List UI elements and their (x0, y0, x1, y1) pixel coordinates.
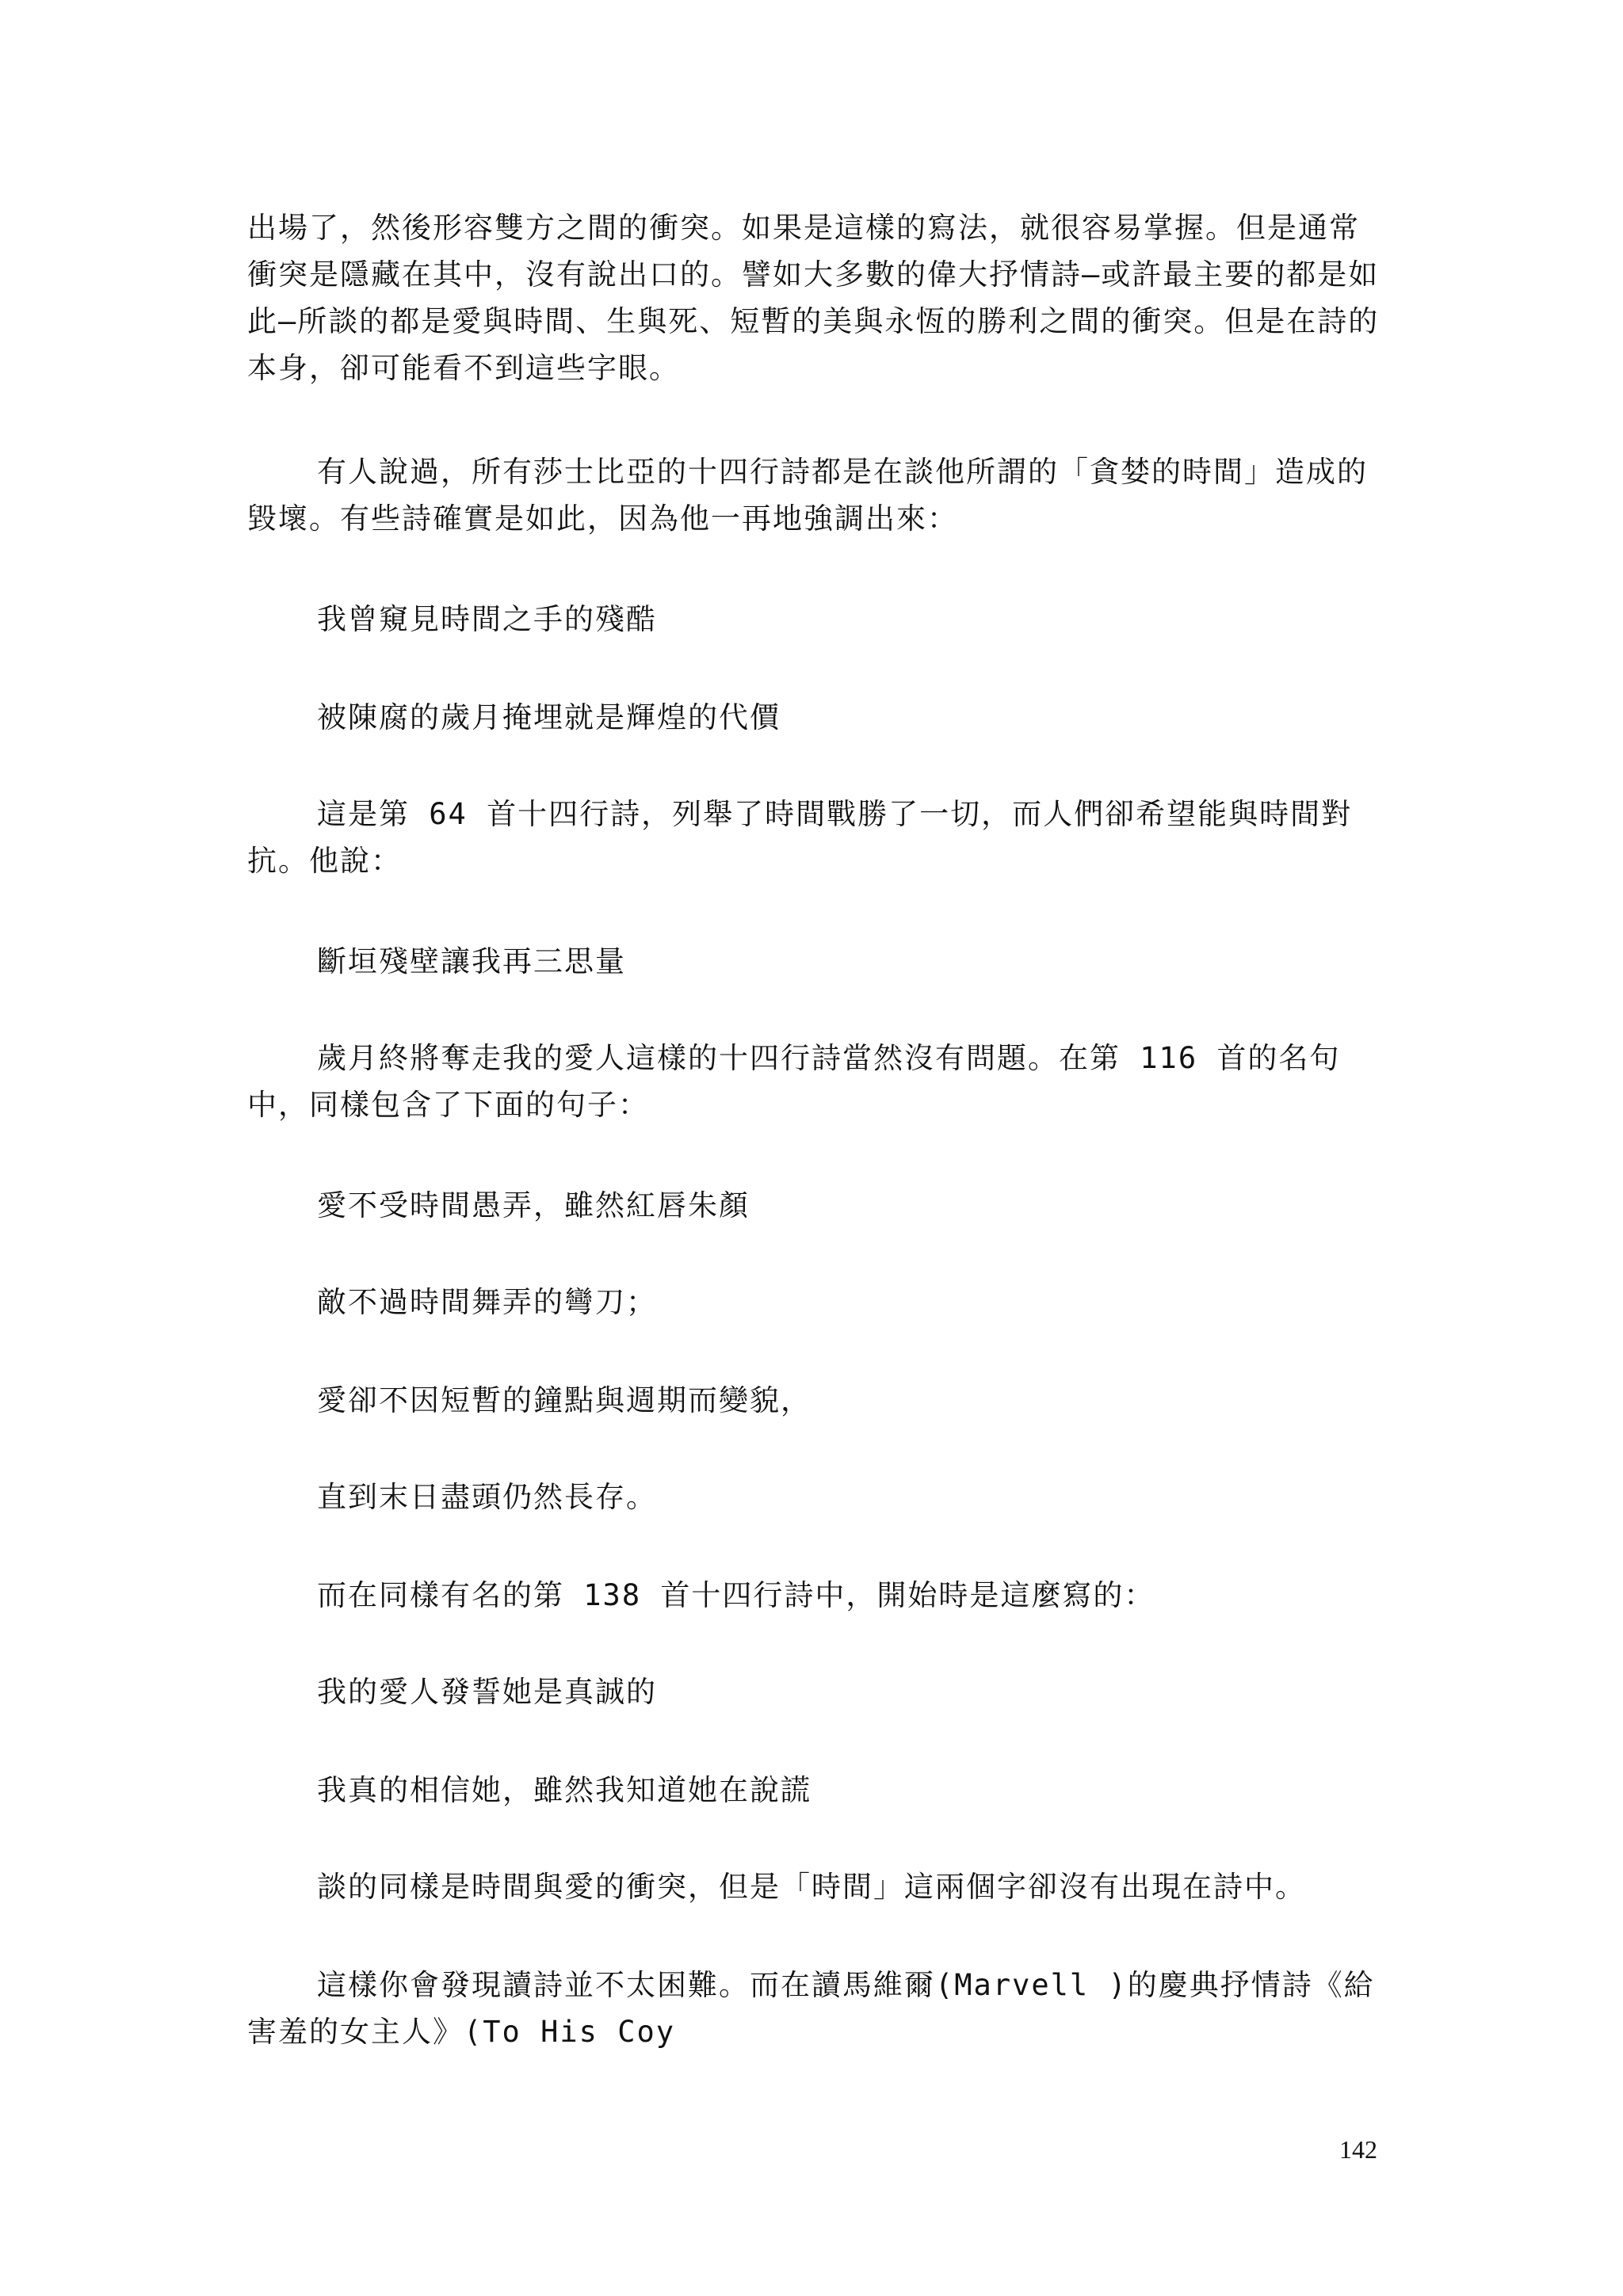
paragraph-intro: 出場了，然後形容雙方之間的衝突。如果是這樣的寫法，就很容易掌握。但是通常衝突是隱藏在其中，沒有說出口的。譬如大多數的偉大抒情詩—或許最主要的都是如此—所談的都是愛與時間、生與死、短暫的美與永恆的勝利之間的衝突。但是在詩的本身，卻可能看不到這些字眼。 (247, 211, 1380, 385)
paragraph-time-love: 談的同樣是時間與愛的衝突，但是「時間」這兩個字卻沒有出現在詩中。 (317, 1870, 1306, 1904)
paragraph-shakespeare: 有人說過，所有莎士比亞的十四行詩都是在談他所謂的「貪婪的時間」造成的毀壞。有些詩確實是如此，因為他一再地強調出來： (247, 455, 1368, 536)
quote-line: 愛卻不因短暫的鐘點與週期而變貌， (317, 1383, 812, 1417)
quote-line: 我的愛人發誓她是真誠的 (317, 1675, 657, 1709)
paragraph-marvell: 這樣你會發現讀詩並不太困難。而在讀馬維爾(Marvell )的慶典抒情詩《給害羞的女主人》(To His Coy (247, 1968, 1375, 2049)
quote-line: 被陳腐的歲月掩埋就是輝煌的代價 (317, 700, 781, 734)
quote-line: 我真的相信她，雖然我知道她在說謊 (317, 1773, 812, 1807)
quote-line: 我曾窺見時間之手的殘酷 (317, 602, 657, 636)
paragraph-sonnet-116: 歲月終將奪走我的愛人這樣的十四行詩當然沒有問題。在第 116 首的名句中，同樣包含了下面的句子： (247, 1041, 1341, 1122)
quote-line: 愛不受時間愚弄，雖然紅唇朱顏 (317, 1188, 750, 1222)
quote-line: 斷垣殘壁讓我再三思量 (317, 944, 626, 978)
quote-line: 敵不過時間舞弄的彎刀； (317, 1285, 657, 1319)
paragraph-sonnet-64: 這是第 64 首十四行詩，列舉了時間戰勝了一切，而人們卻希望能與時間對抗。他說： (247, 797, 1353, 878)
quote-line: 直到末日盡頭仍然長存。 (317, 1480, 657, 1514)
paragraph-sonnet-138: 而在同樣有名的第 138 首十四行詩中，開始時是這麼寫的： (317, 1578, 1155, 1612)
page-number: 142 (1339, 2135, 1377, 2164)
